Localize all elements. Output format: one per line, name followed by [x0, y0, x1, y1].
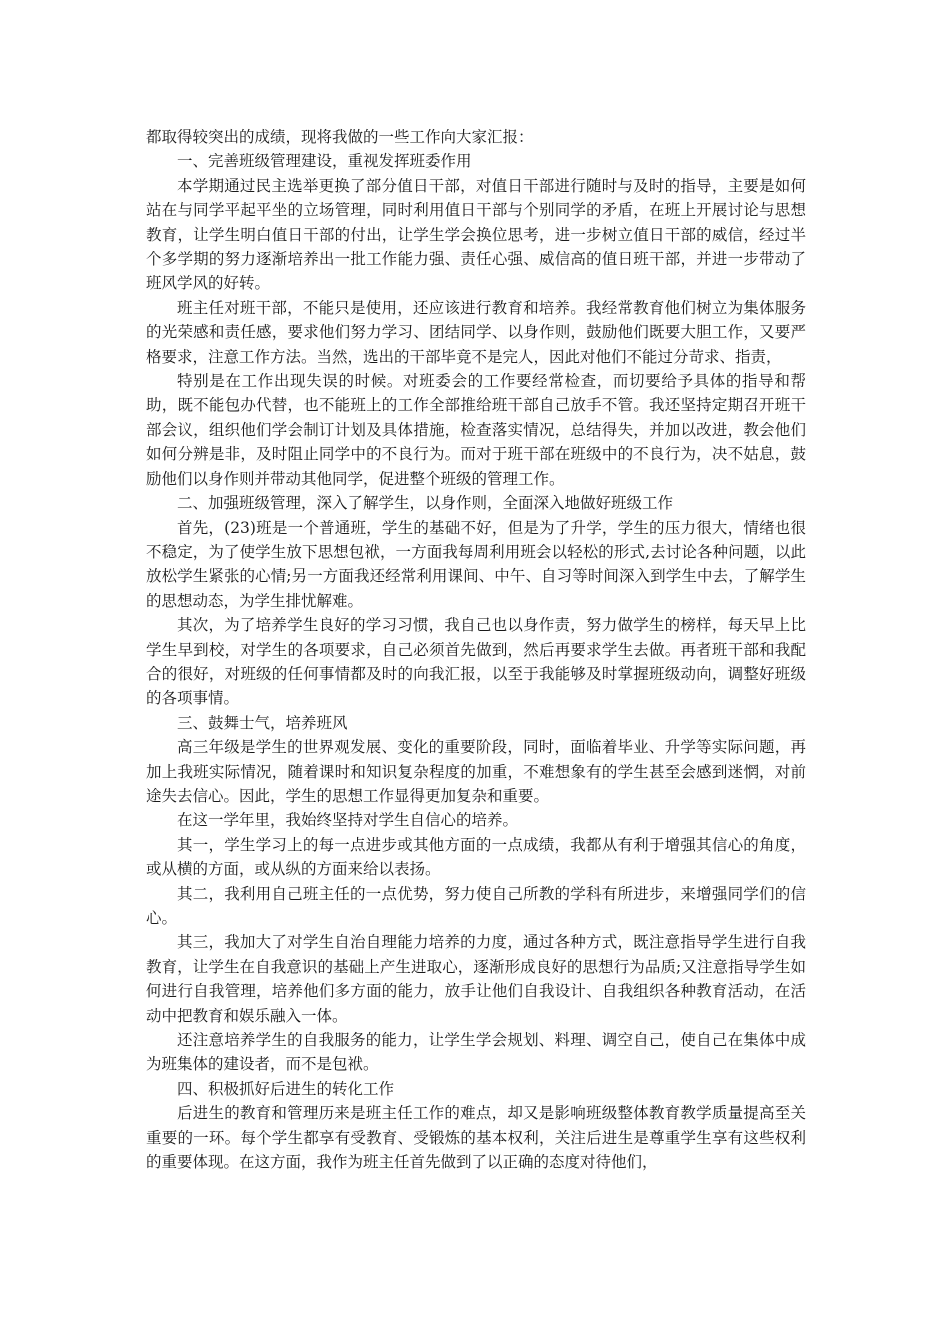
section-heading: 二、加强班级管理，深入了解学生，以身作则，全面深入地做好班级工作 [177, 494, 674, 513]
paragraph: 其次，为了培养学生良好的学习习惯，我自己也以身作责，努力做学生的榜样，每天早上比学生早到校，对学生的各项要求，自己必须首先做到，然后再要求学生去做。再者班干部和我配合的很好，对班级的任何事情都及时的向我汇报，以至于我能够及时掌握班级动向，调整好班级的各项事情。 [146, 616, 806, 708]
section-heading: 三、鼓舞士气，培养班风 [177, 713, 348, 732]
paragraph: 特别是在工作出现失误的时候。对班委会的工作要经常检查，而切要给予具体的指导和帮助，既不能包办代替，也不能班上的工作全部推给班干部自己放手不管。我还坚持定期召开班干部会议，组织他们学会制订计划及具体措施，检查落实情况，总结得失，并加以改进，教会他们如何分辨是非，及时阻止同学中的不良行为。而对于班干部在班级中的不良行为，决不姑息，鼓励他们以身作则并带动其他同学，促进整个班级的管理工作。 [146, 372, 806, 488]
section-heading: 四、积极抓好后进生的转化工作 [177, 1079, 395, 1098]
paragraph: 其三，我加大了对学生自治自理能力培养的力度，通过各种方式，既注意指导学生进行自我教育，让学生在自我意识的基础上产生进取心，逐渐形成良好的思想行为品质;又注意指导学生如何进行自我管理，培养他们多方面的能力，放手让他们自我设计、自我组织各种教育活动，在活动中把教育和娱乐融入一体。 [146, 933, 806, 1025]
paragraph: 首先，(23)班是一个普通班，学生的基础不好，但是为了升学，学生的压力很大，情绪也很不稳定，为了使学生放下思想包袱，一方面我每周利用班会以轻松的形式,去讨论各种问题，以此放松学生紧张的心情;另一方面我还经常利用课间、中午、自习等时间深入到学生中去，了解学生的思想动态，为学生排忧解难。 [146, 518, 806, 610]
paragraph: 都取得较突出的成绩，现将我做的一些工作向大家汇报： [146, 128, 534, 146]
paragraph: 其一，学生学习上的每一点进步或其他方面的一点成绩，我都从有利于增强其信心的角度，或从横的方面，或从纵的方面来给以表扬。 [146, 835, 806, 879]
paragraph: 后进生的教育和管理历来是班主任工作的难点，却又是影响班级整体教育教学质量提高至关重要的一环。每个学生都享有受教育、受锻炼的基本权利，关注后进生是尊重学生享有这些权利的重要体现。在这方面，我作为班主任首先做到了以正确的态度对待他们， [146, 1104, 806, 1172]
paragraph: 本学期通过民主选举更换了部分值日干部，对值日干部进行随时与及时的指导，主要是如何站在与同学平起平坐的立场管理，同时利用值日干部与个别同学的矛盾，在班上开展讨论与思想教育，让学生明白值日干部的付出，让学生学会换位思考，进一步树立值日干部的威信，经过半个多学期的努力逐渐培养出一批工作能力强、责任心强、威信高的值日班干部，并进一步带动了班风学风的好转。 [146, 176, 806, 293]
paragraph: 还注意培养学生的自我服务的能力，让学生学会规划、料理、调空自己，使自己在集体中成为班集体的建设者，而不是包袱。 [146, 1031, 806, 1074]
section-heading: 一、完善班级管理建设，重视发挥班委作用 [177, 152, 472, 171]
paragraph: 在这一学年里，我始终坚持对学生自信心的培养。 [177, 811, 519, 830]
paragraph: 高三年级是学生的世界观发展、变化的重要阶段，同时，面临着毕业、升学等实际问题，再加上我班实际情况，随着课时和知识复杂程度的加重，不难想象有的学生甚至会感到迷惘，对前途失去信心。因此，学生的思想工作显得更加复杂和重要。 [146, 738, 806, 805]
paragraph: 班主任对班干部，不能只是使用，还应该进行教育和培养。我经常教育他们树立为集体服务的光荣感和责任感，要求他们努力学习、团结同学、以身作则，鼓励他们既要大胆工作，又要严格要求，注意工作方法。当然，选出的干部毕竟不是完人，因此对他们不能过分苛求、指责， [146, 298, 806, 366]
document-page [146, 125, 806, 1174]
paragraph: 其二，我利用自己班主任的一点优势，努力使自己所教的学科有所进步，来增强同学们的信心。 [146, 884, 806, 927]
